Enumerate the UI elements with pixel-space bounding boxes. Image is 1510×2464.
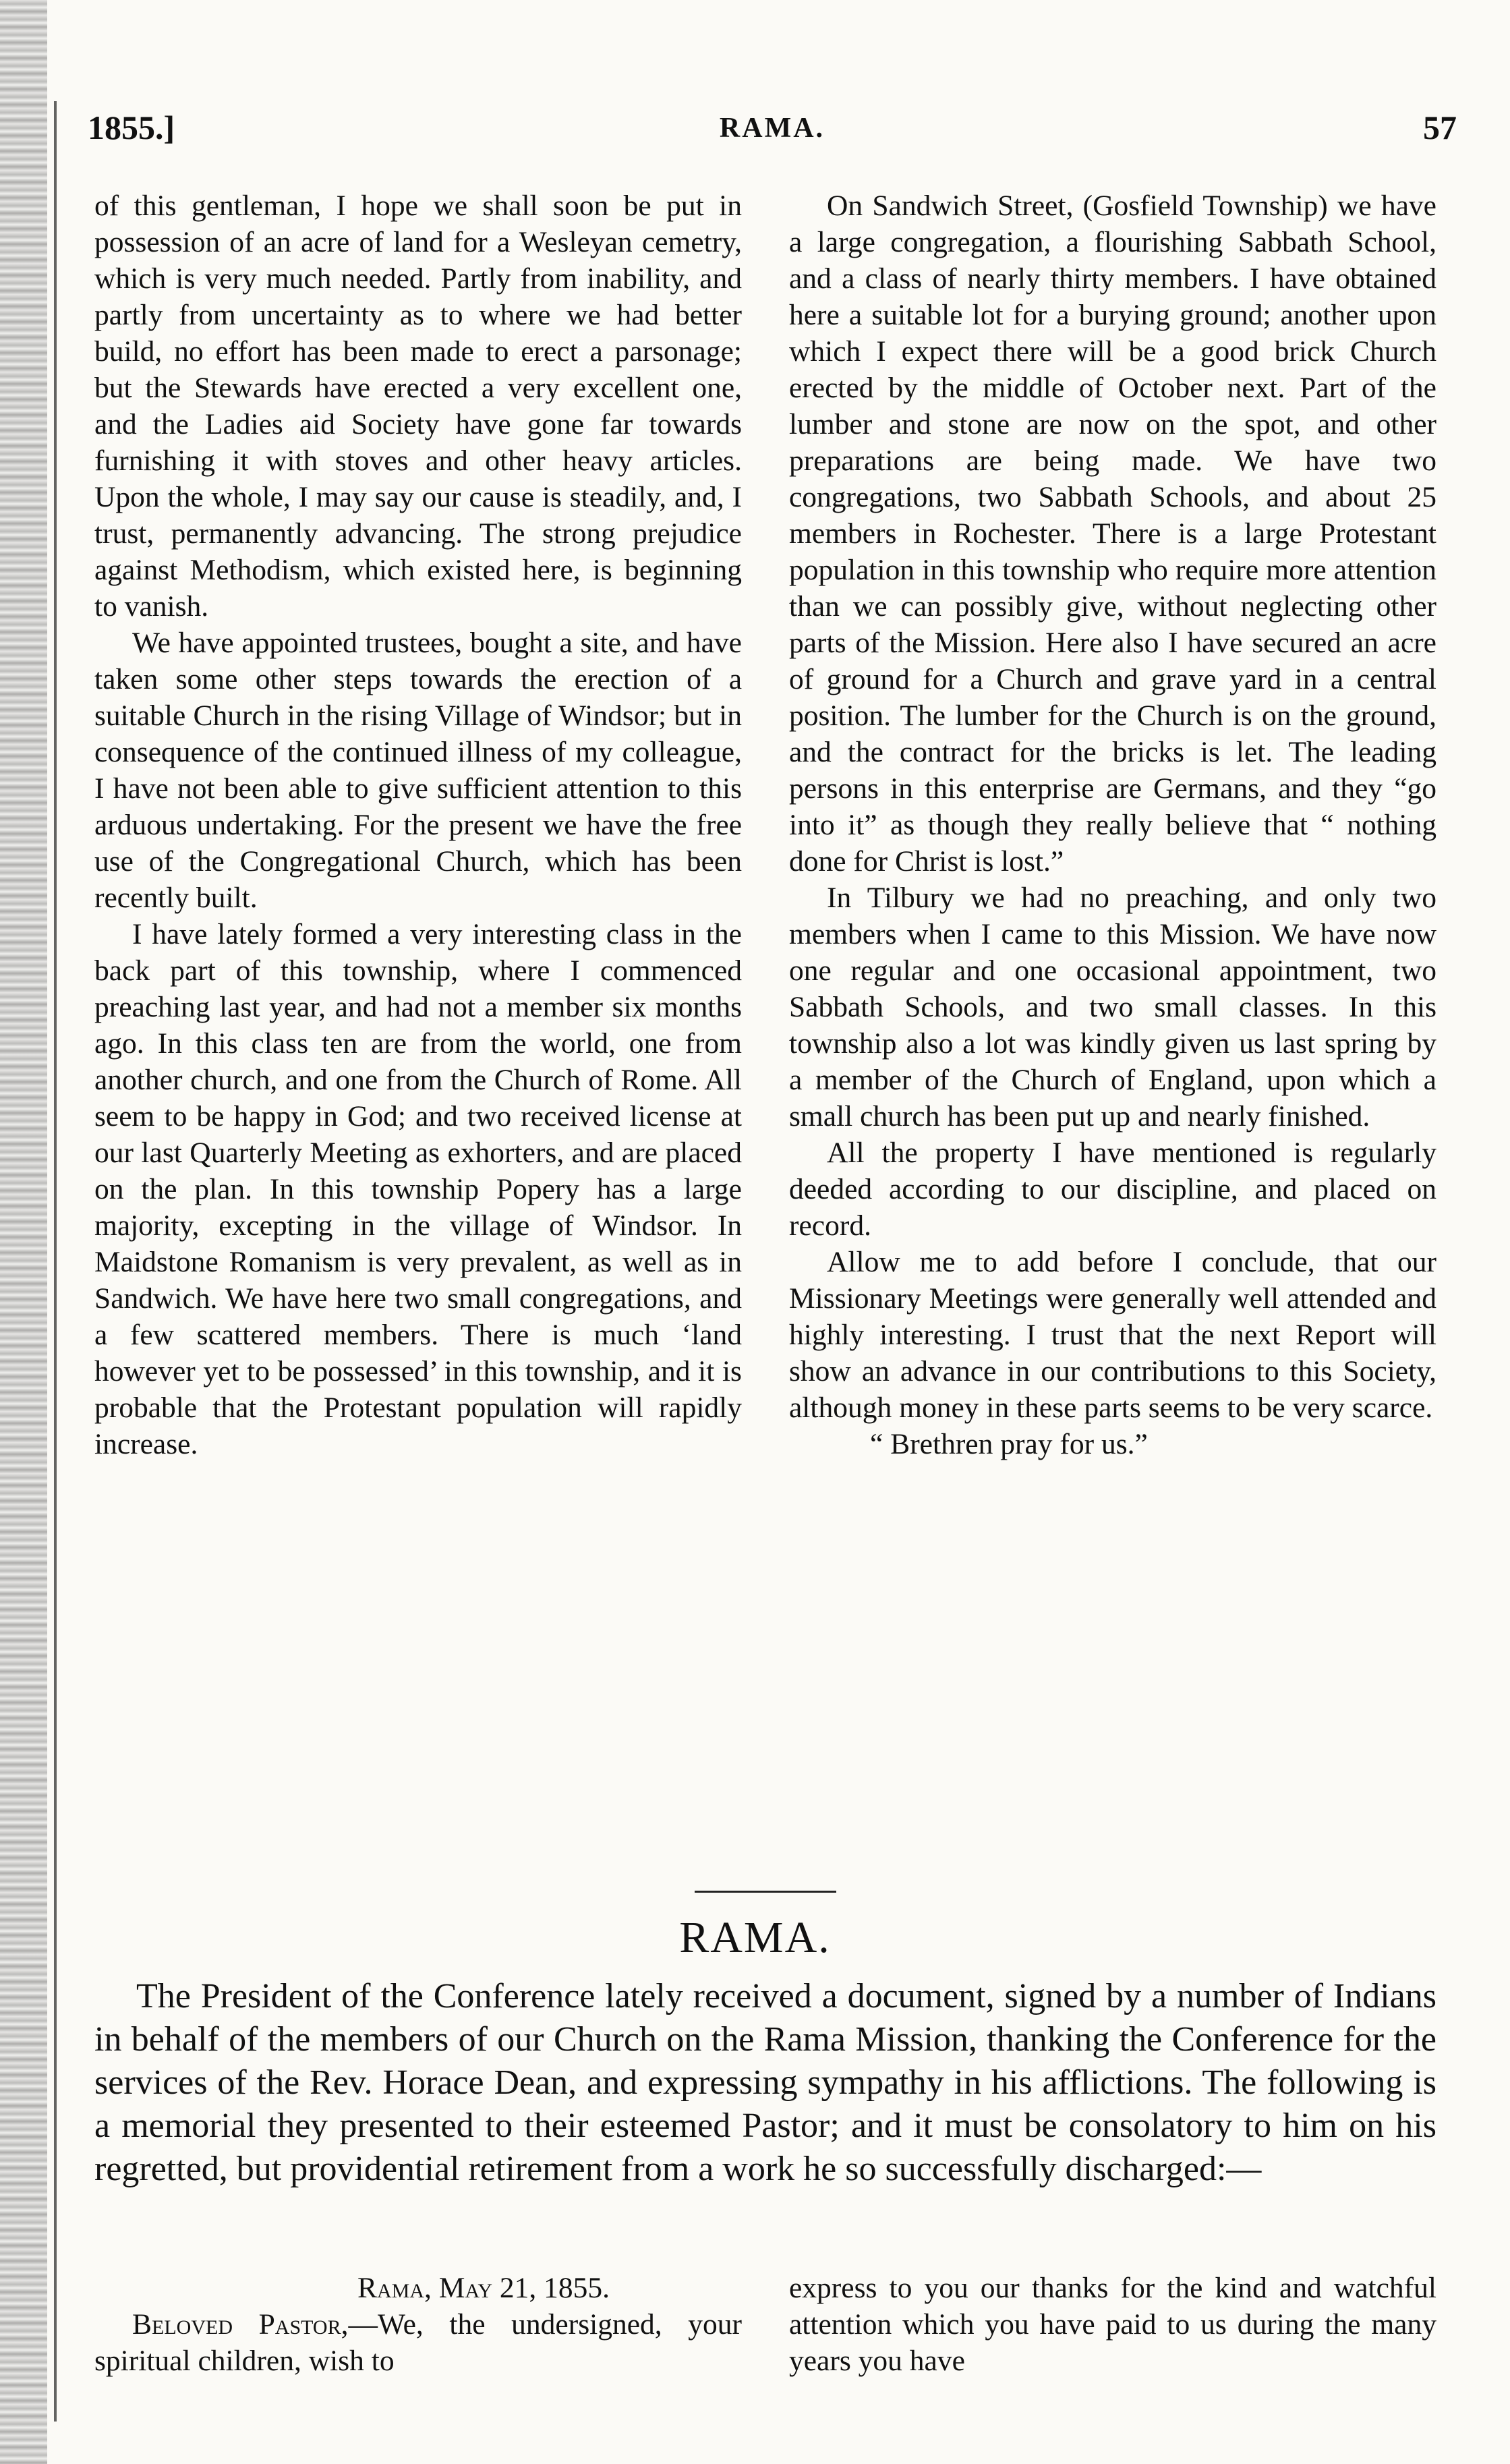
header-running-title: RAMA.: [719, 113, 825, 144]
page-binding-edge: [0, 0, 47, 2464]
letter-opening: [94, 2270, 742, 2379]
intro-paragraph: The President of the Conference lately received a document, signed by a number of Indians in behalf of the members of our Church on the Rama Mission, thanking the Conference for the services of the Rev. Horace Dean, and expressing sympathy in his afflictions. The following is a memorial they presented to their esteemed Pastor; and it must be consolatory to him on his regretted, but providential retirement from a work he so successfully discharged:—: [94, 1977, 1436, 2188]
page-number: 57: [1423, 109, 1457, 146]
left-paragraph: I have lately formed a very interesting class in the back part of this township, where I commenced preaching last year, and had not a member six months ago. In this class ten are from the world, one from another church, and one from the Church of Rome. All seem to be happy in God; and two received license at our last Quarterly Meeting as exhorters, and are placed on the plan. In this township Popery has a large majority, excepting in the village of Windsor. In Maidstone Romanism is very prevalent, as well as in Sandwich. We have here two small congregations, and a few scattered members. There is much ‘land however yet to be possessed’ in this township, and it is probable that the Protestant population will rapidly increase.: [94, 918, 742, 1460]
section-intro: [94, 1975, 1436, 2191]
letter-salutation: Beloved Pastor,: [132, 2308, 349, 2341]
left-column: [94, 188, 742, 1462]
letter-continuation: [789, 2270, 1436, 2379]
header-year: 1855.]: [88, 109, 175, 146]
right-paragraph: All the property I have mentioned is regularly deeded according to our discipline, and placed on record.: [789, 1137, 1436, 1242]
right-paragraph: In Tilbury we had no preaching, and only two members when I came to this Mission. We have now one regular and one occasional appointment, two Sabbath Schools, and two small classes. In this township also a lot was kindly given us last spring by a member of the Church of England, upon which a small church has been put up and nearly finished.: [789, 882, 1436, 1133]
section-divider: [695, 1891, 836, 1893]
closing-line: “ Brethren pray for us.”: [870, 1428, 1148, 1460]
binding-rule: [54, 101, 57, 2422]
letter-dateline: Rama, May 21, 1855.: [357, 2272, 610, 2304]
letter-text: —We, the undersigned, your spiritual children, wish to: [94, 2308, 742, 2377]
right-paragraph: Allow me to add before I conclude, that our Missionary Meetings were generally well attended and highly interesting. I trust that the next Report will show an advance in our contributions to this Society, although money in these parts seems to be very scarce.: [789, 1246, 1436, 1424]
running-header: [88, 108, 1457, 162]
letter-text: express to you our thanks for the kind and watchful attention which you have paid to us during the many years you have: [789, 2272, 1436, 2377]
left-paragraph: of this gentleman, I hope we shall soon be put in possession of an acre of land for a Wesleyan cemetry, which is very much needed. Partly from inability, and partly from uncertainty as to where we had better build, no effort has been made to erect a parsonage; but the Stewards have erected a very excellent one, and the Ladies aid Society have gone far towards furnishing it with stoves and other heavy articles. Upon the whole, I may say our cause is steadily, and, I trust, permanently advancing. The strong prejudice against Methodism, which existed here, is beginning to vanish.: [94, 190, 742, 623]
right-paragraph: On Sandwich Street, (Gosfield Township) we have a large congregation, a flourishing Sabbath School, and a class of nearly thirty members. I have obtained here a suitable lot for a burying ground; another upon which I expect there will be a good brick Church erected by the middle of October next. Part of the lumber and stone are now on the spot, and other preparations are being made. We have two congregations, two Sabbath Schools, and about 25 members in Rochester. There is a large Protestant population in this township who require more attention than we can possibly give, without neglecting other parts of the Mission. Here also I have secured an acre of ground for a Church and grave yard in a central position. The lumber for the Church is on the ground, and the contract for the bricks is let. The leading persons in this enterprise are Germans, and they “go into it” as though they really believe that “ nothing done for Christ is lost.”: [789, 190, 1436, 878]
section-title: RAMA.: [679, 1913, 831, 1962]
right-column: [789, 188, 1436, 1462]
left-paragraph: We have appointed trustees, bought a site, and have taken some other steps towards the erection of a suitable Church in the rising Village of Windsor; but in consequence of the continued illness of my colleague, I have not been able to give sufficient attention to this arduous undertaking. For the present we have the free use of the Congregational Church, which has been recently built.: [94, 627, 742, 914]
